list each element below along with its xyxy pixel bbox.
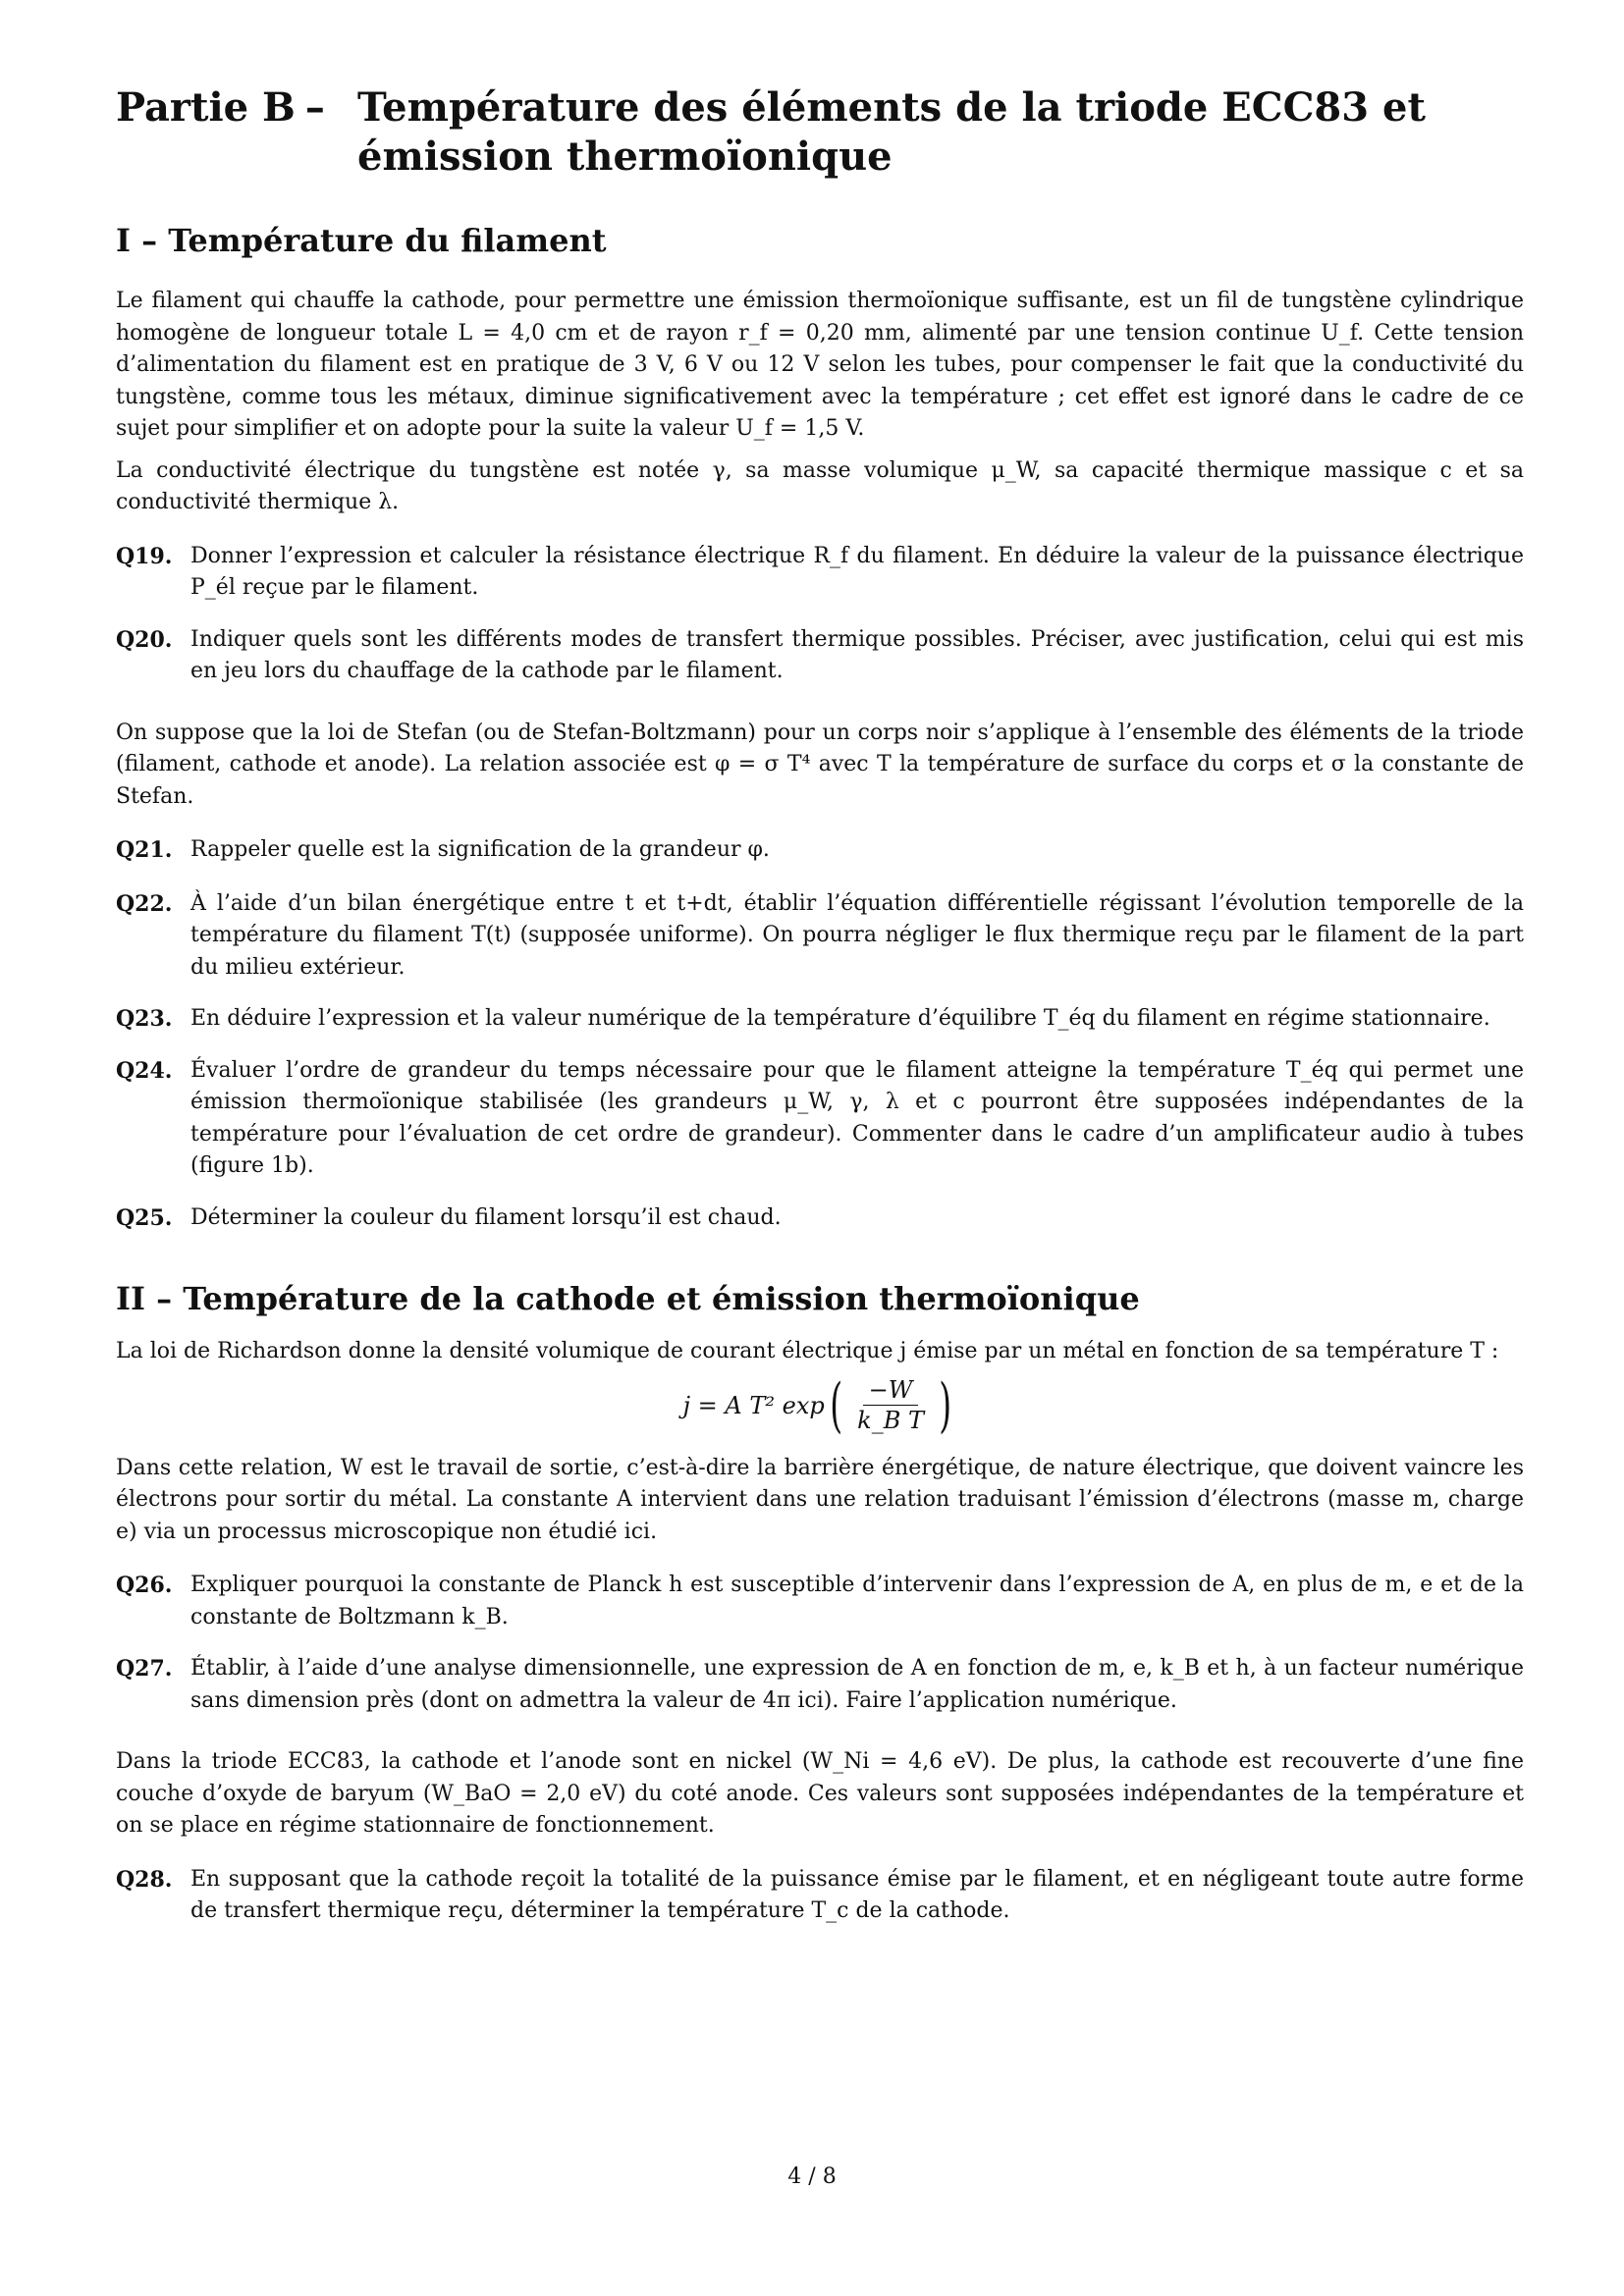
page-number: 4 / 8 (787, 2164, 837, 2189)
question-21: Q21. Rappeler quelle est la signification de la grandeur φ. (116, 837, 770, 863)
question-25: Q25. Déterminer la couleur du filament lorsqu’il est chaud. (116, 1204, 782, 1231)
page-content (116, 83, 1524, 1928)
fraction-denominator: k_B T (857, 1407, 924, 1434)
stefan-law-paragraph: On suppose que la loi de Stefan (ou de Stefan-Boltzmann) pour un corps noir s’applique à l’ensemble des éléments de la triode (filament, cathode et anode). La relation associée est φ = σ T⁴ avec T la température de surface du corps et σ la constante de Stefan. (116, 720, 1524, 809)
question-24: Q24. Évaluer l’ordre de grandeur du temps nécessaire pour que le filament atteigne la température T_éq qui permet une émission thermoïonique stabilisée (les grandeurs μ_W, γ, λ et c pourront être supposées indépendantes de la température pour l’évaluation de cet ordre de grandeur). Commenter dans le cadre d’un amplificateur audio à tubes (figure 1b). (116, 1057, 1524, 1178)
left-paren: ( (830, 1370, 842, 1440)
richardson-equation (116, 1368, 1524, 1443)
page-footer (0, 2164, 1624, 2189)
part-label: Partie B – (116, 84, 325, 131)
equation-lhs: j = A T² exp (682, 1391, 825, 1419)
section-1-properties: La conductivité électrique du tungstène est notée γ, sa masse volumique μ_W, sa capacité thermique massique c et sa conductivité thermique λ. (116, 457, 1524, 514)
section-1-title: I – Température du filament (116, 222, 607, 259)
fraction-numerator: −W (863, 1375, 919, 1406)
right-paren: ) (939, 1370, 952, 1440)
nickel-cathode-paragraph: Dans la triode ECC83, la cathode et l’anode sont en nickel (W_Ni = 4,6 eV). De plus, la cathode est recouverte d’une fine couche d’oxyde de baryum (W_BaO = 2,0 eV) du coté anode. Ces valeurs sont supposées indépendantes de la température et on se place en régime stationnaire de fonctionnement. (116, 1749, 1524, 1838)
question-19: Q19. Donner l’expression et calculer la résistance électrique R_f du filament. En déduire la valeur de la puissance électrique P_él reçue par le filament. (116, 543, 1524, 600)
question-23: Q23. En déduire l’expression et la valeur numérique de la température d’équilibre T_éq du filament en régime stationnaire. (116, 1006, 1490, 1032)
question-26: Q26. Expliquer pourquoi la constante de Planck h est susceptible d’intervenir dans l’expression de A, en plus de m, e et de la constante de Boltzmann k_B. (116, 1573, 1524, 1629)
work-function-paragraph: Dans cette relation, W est le travail de sortie, c’est-à-dire la barrière énergétique, de nature électrique, que doivent vaincre les électrons pour sortir du métal. La constante A intervient dans une relation traduisant l’émission d’électrons (masse m, charge e) via un processus microscopique non étudié ici. (116, 1455, 1524, 1544)
question-28: Q28. En supposant que la cathode reçoit la totalité de la puissance émise par le filament, et en négligeant toute autre forme de transfert thermique reçu, déterminer la température T_c de la cathode. (116, 1866, 1524, 1923)
richardson-law-intro: La loi de Richardson donne la densité volumique de courant électrique j émise par un métal en fonction de sa température T : (116, 1339, 1499, 1363)
question-27: Q27. Établir, à l’aide d’une analyse dimensionnelle, une expression de A en fonction de m, e, k_B et h, à un facteur numérique sans dimension près (dont on admettra la valeur de 4π ici). Faire l’application numérique. (116, 1656, 1524, 1713)
part-heading (116, 83, 1524, 182)
question-20: Q20. Indiquer quels sont les différents modes de transfert thermique possibles. Préciser, avec justification, celui qui est mis en jeu lors du chauffage de la cathode par le filament. (116, 626, 1524, 683)
section-1-intro: Le filament qui chauffe la cathode, pour permettre une émission thermoïonique suffisante, est un fil de tungstène cylindrique homogène de longueur totale L = 4,0 cm et de rayon r_f = 0,20 mm, alimenté par une tension continue U_f. Cette tension d’alimentation du filament est en pratique de 3 V, 6 V ou 12 V selon les tubes, pour compenser le fait que la conductivité du tungstène, comme tous les métaux, diminue significativement avec la température ; cet effet est ignoré dans le cadre de ce sujet pour simplifier et on adopte pour la suite la valeur U_f = 1,5 V. (116, 289, 1524, 441)
part-title: Température des éléments de la triode ECC83 et émission thermoïonique (357, 84, 1426, 180)
equation-fraction (851, 1375, 930, 1435)
question-22: Q22. À l’aide d’un bilan énergétique entre t et t+dt, établir l’équation différentielle régissant l’évolution temporelle de la température du filament T(t) (supposée uniforme). On pourra négliger le flux thermique reçu par le filament de la part du milieu extérieur. (116, 890, 1524, 980)
section-2-title: II – Température de la cathode et émission thermoïonique (116, 1280, 1140, 1317)
